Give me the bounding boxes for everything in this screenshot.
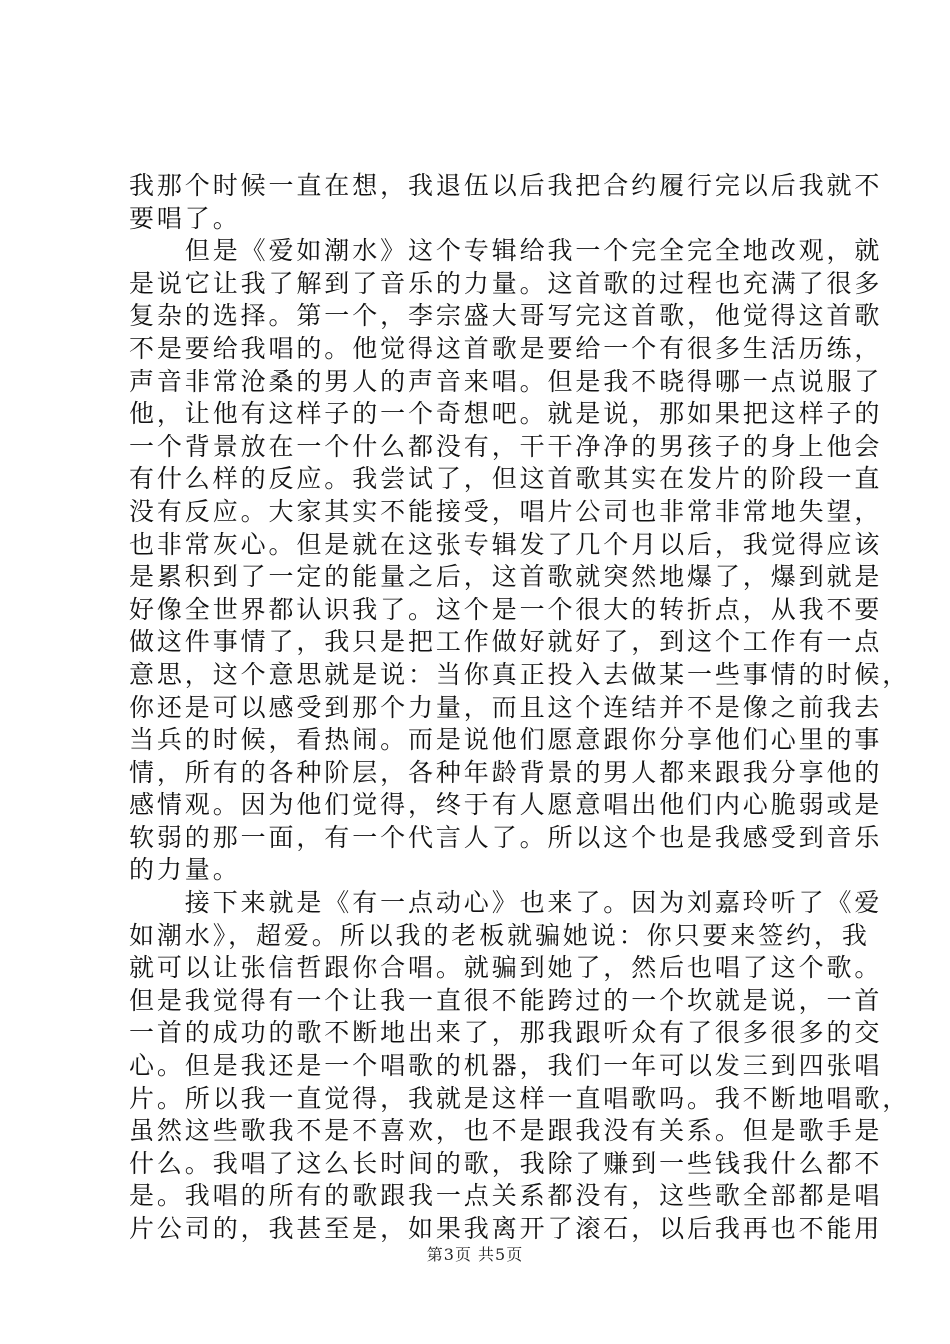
text-line: 复杂的选择。第一个，李宗盛大哥写完这首歌，他觉得这首歌 [129, 301, 883, 331]
text-line: 要唱了。 [129, 203, 241, 233]
text-line: 是累积到了一定的能量之后，这首歌就突然地爆了，爆到就是 [129, 562, 883, 592]
text-line: 好像全世界都认识我了。这个是一个很大的转折点，从我不要 [129, 594, 883, 624]
text-line: 一个背景放在一个什么都没有，干干净净的男孩子的身上他会 [129, 431, 883, 461]
text-line: 你还是可以感受到那个力量，而且这个连结并不是像之前我去 [129, 692, 883, 722]
text-line: 软弱的那一面，有一个代言人了。所以这个也是我感受到音乐 [129, 822, 883, 852]
text-line: 也非常灰心。但是就在这张专辑发了几个月以后，我觉得应该 [129, 529, 883, 559]
text-line: 片公司的，我甚至是，如果我离开了滚石，以后我再也不能用 [129, 1214, 883, 1243]
text-line: 但是我觉得有一个让我一直很不能跨过的一个坎就是说，一首 [129, 985, 883, 1015]
text-line: 当兵的时候，看热闹。而是说他们愿意跟你分享他们心里的事 [129, 725, 883, 755]
text-line: 意思，这个意思就是说：当你真正投入去做某一些事情的时候， [129, 659, 911, 689]
text-line: 一首的成功的歌不断地出来了，那我跟听众有了很多很多的交 [129, 1018, 883, 1048]
text-line: 的力量。 [129, 855, 241, 885]
text-line: 是说它让我了解到了音乐的力量。这首歌的过程也充满了很多 [129, 268, 883, 298]
text-line: 是。我唱的所有的歌跟我一点关系都没有，这些歌全部都是唱 [129, 1181, 883, 1211]
text-line: 有什么样的反应。我尝试了，但这首歌其实在发片的阶段一直 [129, 464, 883, 494]
text-line: 感情观。因为他们觉得，终于有人愿意唱出他们内心脆弱或是 [129, 790, 883, 820]
text-line: 我那个时候一直在想，我退伍以后我把合约履行完以后我就不 [129, 171, 883, 200]
page-number-footer: 第3页 共5页 [426, 1245, 524, 1264]
text-line: 如潮水》，超爱。所以我的老板就骗她说：你只要来签约，我 [129, 920, 870, 950]
body-text [129, 170, 911, 1246]
text-line: 就可以让张信哲跟你合唱。就骗到她了，然后也唱了这个歌。 [129, 953, 883, 983]
text-line: 片。所以我一直觉得，我就是这样一直唱歌吗。我不断地唱歌， [129, 1083, 911, 1113]
text-line: 虽然这些歌我不是不喜欢，也不是跟我没有关系。但是歌手是 [129, 1116, 883, 1146]
text-line: 情，所有的各种阶层，各种年龄背景的男人都来跟我分享他的 [129, 757, 883, 787]
text-line: 做这件事情了，我只是把工作做好就好了，到这个工作有一点 [129, 627, 883, 657]
text-line: 没有反应。大家其实不能接受，唱片公司也非常非常地失望， [129, 496, 883, 526]
text-line: 什么。我唱了这么长时间的歌，我除了赚到一些钱我什么都不 [129, 1148, 883, 1178]
text-line: 他，让他有这样子的一个奇想吧。就是说，那如果把这样子的 [129, 399, 883, 429]
text-line: 但是《爱如潮水》这个专辑给我一个完全完全地改观，就 [129, 236, 883, 266]
text-line: 不是要给我唱的。他觉得这首歌是要给一个有很多生活历练， [129, 333, 883, 363]
text-line: 接下来就是《有一点动心》也来了。因为刘嘉玲听了《爱 [129, 888, 883, 918]
text-line: 心。但是我还是一个唱歌的机器，我们一年可以发三到四张唱 [129, 1051, 883, 1081]
text-line: 声音非常沧桑的男人的声音来唱。但是我不晓得哪一点说服了 [129, 366, 883, 396]
